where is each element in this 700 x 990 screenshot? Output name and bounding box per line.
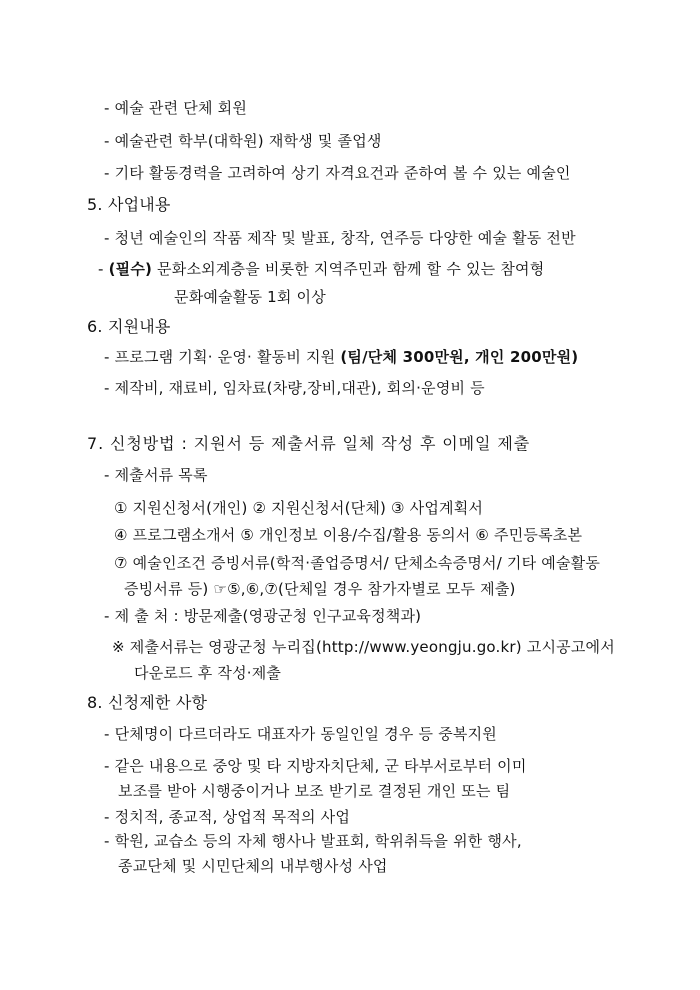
section6-item-support (104, 346, 578, 368)
docs-list-title: - 제출서류 목록 (104, 466, 208, 484)
download-note-cont: 다운로드 후 작성·제출 (134, 664, 282, 682)
section7-heading: 7. 신청방법 : 지원서 등 제출서류 일체 작성 후 이메일 제출 (87, 434, 531, 453)
restriction-item-cont: 종교단체 및 시민단체의 내부행사성 사업 (118, 857, 388, 875)
section8-heading: 8. 신청제한 사항 (87, 693, 208, 712)
required-label: (필수) (108, 260, 153, 278)
docs-list-line: ⑦ 예술인조건 증빙서류(학적·졸업증명서/ 단체소속증명서/ 기타 예술활동 (114, 554, 601, 572)
download-note: ※ 제출서류는 영광군청 누리집(http://www.yeongju.go.kr) 고시공고에서 (112, 638, 615, 656)
section5-item-required-cont: 문화예술활동 1회 이상 (174, 288, 326, 306)
section5-item-activities: - 청년 예술인의 작품 제작 및 발표, 창작, 연주등 다양한 예술 활동 전반 (104, 229, 576, 247)
restriction-item: - 같은 내용으로 중앙 및 타 지방자치단체, 군 타부서로부터 이미 (104, 757, 527, 775)
section6-heading: 6. 지원내용 (87, 317, 171, 336)
docs-list-line: ① 지원신청서(개인) ② 지원신청서(단체) ③ 사업계획서 (114, 499, 484, 517)
restriction-item-cont: 보조를 받아 시행중이거나 보조 받기로 결정된 개인 또는 팀 (118, 782, 511, 800)
eligibility-item-other: - 기타 활동경력을 고려하여 상기 자격요건과 준하여 볼 수 있는 예술인 (104, 164, 571, 182)
docs-list-line: 증빙서류 등) ☞⑤,⑥,⑦(단체일 경우 참가자별로 모두 제출) (124, 580, 516, 598)
submit-location: - 제 출 처 : 방문제출(영광군청 인구교육정책과) (104, 607, 422, 625)
support-text: - 프로그램 기획· 운영· 활동비 지원 (104, 348, 341, 366)
eligibility-item-students: - 예술관련 학부(대학원) 재학생 및 졸업생 (104, 132, 382, 150)
support-amount: (팀/단체 300만원, 개인 200만원) (340, 348, 579, 366)
eligibility-item-arts-org: - 예술 관련 단체 회원 (104, 99, 248, 117)
restriction-item: - 정치적, 종교적, 상업적 목적의 사업 (104, 808, 351, 826)
list-dash: - (98, 260, 109, 278)
section6-item-costs: - 제작비, 재료비, 임차료(차량,장비,대관), 회의·운영비 등 (104, 379, 485, 397)
section5-item-required (98, 258, 544, 280)
required-text: 문화소외계층을 비롯한 지역주민과 함께 할 수 있는 참여형 (152, 260, 545, 278)
restriction-item: - 단체명이 다르더라도 대표자가 동일인일 경우 등 중복지원 (104, 725, 497, 743)
section5-heading: 5. 사업내용 (87, 195, 171, 214)
restriction-item: - 학원, 교습소 등의 자체 행사나 발표회, 학위취득을 위한 행사, (104, 832, 522, 850)
docs-list-line: ④ 프로그램소개서 ⑤ 개인정보 이용/수집/활용 동의서 ⑥ 주민등록초본 (114, 526, 583, 544)
